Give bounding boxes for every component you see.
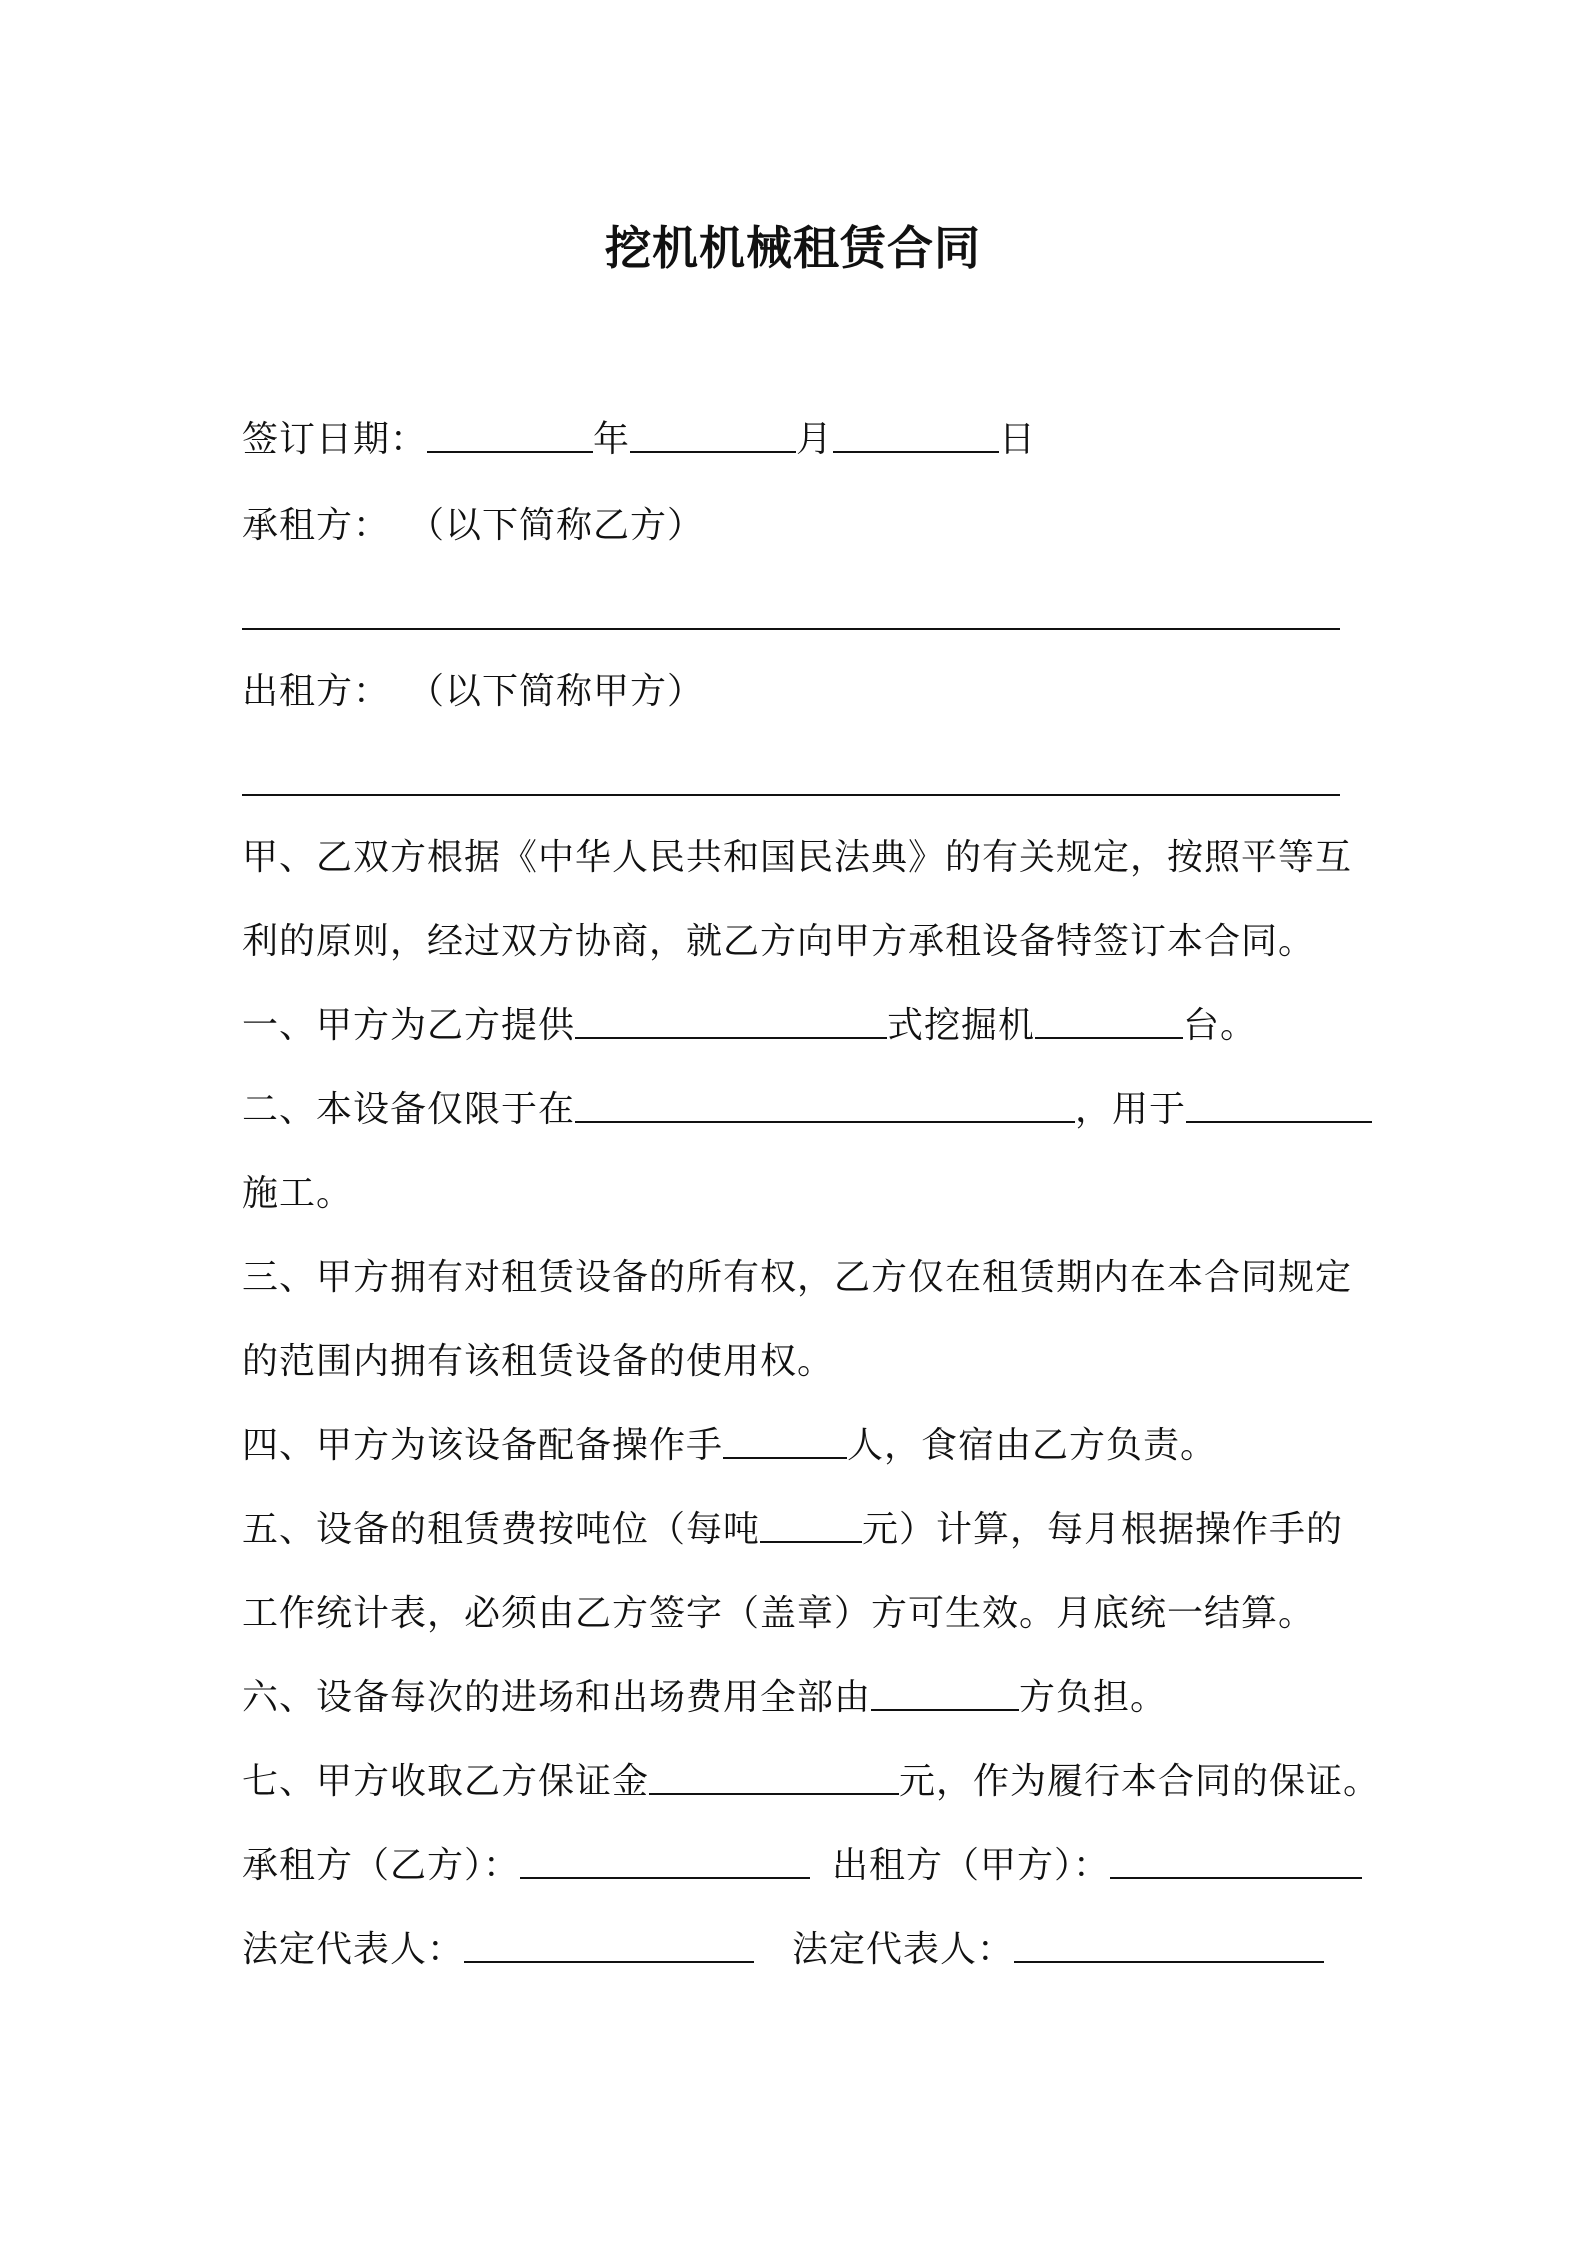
clause-4-text-b: 人，食宿由乙方负责。 [847, 1425, 1218, 1466]
page-title: 挖机机械租赁合同 [605, 221, 981, 275]
clause-5-text-a: 五、设备的租赁费按吨位（每吨 [242, 1509, 761, 1550]
lessee-label: 承租方： [242, 505, 391, 546]
clause-6-text-a: 六、设备每次的进场和出场费用全部由 [242, 1677, 872, 1718]
clause-5-cont: 工作统计表，必须由乙方签字（盖章）方可生效。月底统一结算。 [242, 1593, 1316, 1634]
clause-2-cont: 施工。 [242, 1173, 354, 1214]
day-label: 日 [999, 419, 1037, 460]
clause-4 [242, 1418, 1217, 1474]
clause-1-text-c: 台。 [1183, 1005, 1258, 1046]
clause-1-text-b: 式挖掘机 [887, 1005, 1036, 1046]
lessee-rep-label: 法定代表人： [242, 1929, 465, 1970]
clause-6 [242, 1670, 1167, 1726]
unit-count-blank[interactable] [1035, 1003, 1183, 1039]
purpose-blank[interactable] [1186, 1087, 1372, 1123]
deposit-blank[interactable] [649, 1759, 899, 1795]
lessor-note: （以下简称甲方） [408, 671, 705, 712]
lessee-signature-label: 承租方（乙方）： [242, 1845, 521, 1886]
year-label: 年 [593, 419, 631, 460]
month-label: 月 [796, 419, 834, 460]
clause-6-text-b: 方负担。 [1019, 1677, 1168, 1718]
signature-parties-line [242, 1838, 1362, 1894]
clause-5 [242, 1502, 1343, 1558]
lessor-label: 出租方： [242, 671, 391, 712]
intro-line-1: 甲、乙双方根据《中华人民共和国民法典》的有关规定，按照平等互 [242, 837, 1353, 878]
clause-4-text-a: 四、甲方为该设备配备操作手 [242, 1425, 724, 1466]
clause-2-text-b: ，用于 [1075, 1089, 1187, 1130]
clause-2-text-a: 二、本设备仅限于在 [242, 1089, 576, 1130]
clause-2 [242, 1082, 1372, 1138]
clause-3-line-2: 的范围内拥有该租赁设备的使用权。 [242, 1341, 835, 1382]
operator-count-blank[interactable] [723, 1423, 847, 1459]
lessee-signature-blank[interactable] [520, 1843, 810, 1879]
lessor-rep-label: 法定代表人： [792, 1929, 1015, 1970]
lessee-line [242, 498, 704, 554]
lessor-signature-blank[interactable] [1110, 1843, 1362, 1879]
intro-line-2: 利的原则，经过双方协商，就乙方向甲方承租设备特签订本合同。 [242, 921, 1316, 962]
transport-party-blank[interactable] [871, 1675, 1019, 1711]
lessor-name-blank[interactable] [242, 794, 1340, 796]
sign-date-line [242, 412, 1036, 468]
clause-5-text-b: 元）计算，每月根据操作手的 [862, 1509, 1344, 1550]
lessor-line [242, 664, 704, 720]
month-blank[interactable] [630, 417, 796, 453]
clause-1 [242, 998, 1257, 1054]
lessee-name-blank[interactable] [242, 628, 1340, 630]
signature-rep-line [242, 1922, 1324, 1978]
lessor-signature-label: 出租方（甲方）： [832, 1845, 1111, 1886]
year-blank[interactable] [427, 417, 593, 453]
lessee-rep-blank[interactable] [464, 1927, 754, 1963]
clause-3-line-1: 三、甲方拥有对租赁设备的所有权，乙方仅在租赁期内在本合同规定 [242, 1257, 1353, 1298]
location-blank[interactable] [575, 1087, 1075, 1123]
day-blank[interactable] [833, 417, 999, 453]
clause-1-text-a: 一、甲方为乙方提供 [242, 1005, 576, 1046]
lessor-rep-blank[interactable] [1014, 1927, 1324, 1963]
sign-date-label: 签订日期： [242, 419, 428, 460]
clause-7 [242, 1754, 1380, 1810]
model-blank[interactable] [575, 1003, 887, 1039]
clause-7-text-a: 七、甲方收取乙方保证金 [242, 1761, 650, 1802]
lessee-note: （以下简称乙方） [408, 505, 705, 546]
clause-7-text-b: 元，作为履行本合同的保证。 [899, 1761, 1381, 1802]
price-per-ton-blank[interactable] [760, 1507, 862, 1543]
